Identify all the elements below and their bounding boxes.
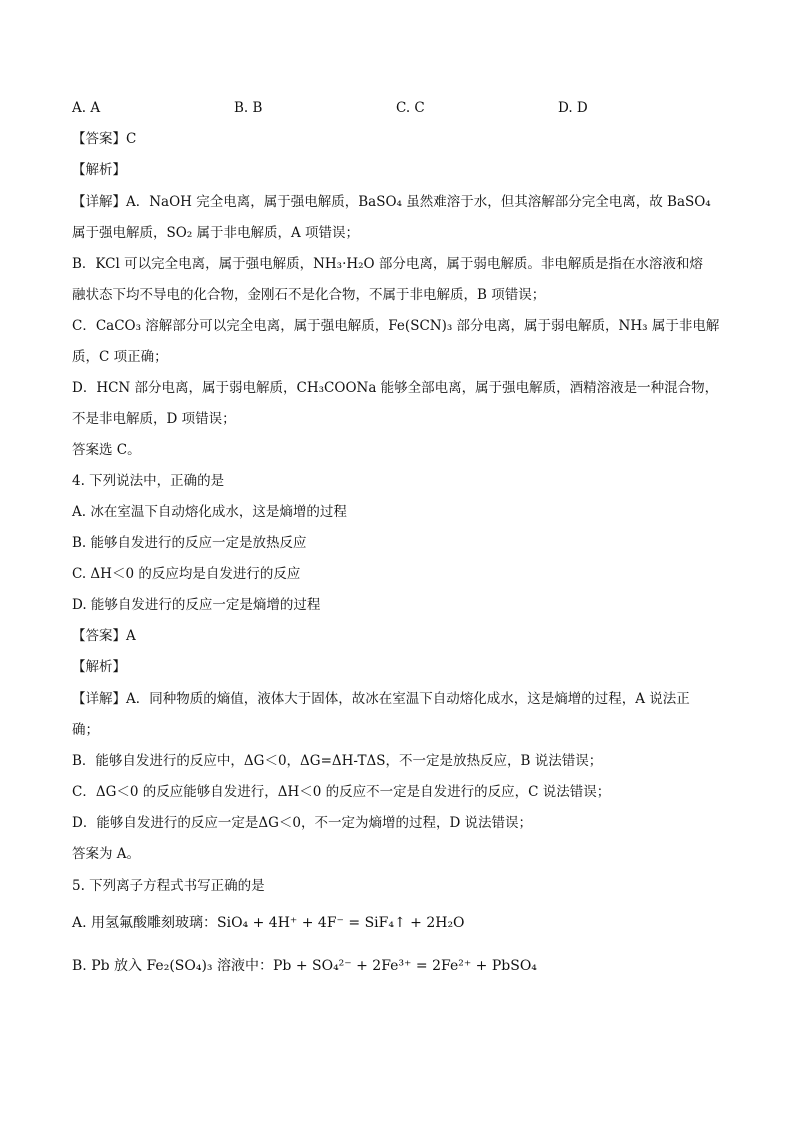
q5-stem: 5. 下列离子方程式书写正确的是 [72,878,265,894]
q3-detail-4b: 不是非电解质，D 项错误； [72,411,236,427]
q4-detail-1b: 确； [72,722,99,738]
q3-detail-1b: 属于强电解质，SO₂ 属于非电解质，A 项错误； [72,225,360,241]
q4-analysis-label: 【解析】 [72,659,126,675]
q3-answer: 【答案】C [72,131,137,147]
q5-option-b: B. Pb 放入 Fe₂(SO₄)₃ 溶液中：Pb + SO₄²⁻ + 2Fe³⁺ = 2Fe²⁺ + PbSO₄ [72,958,537,974]
q3-conclusion: 答案选 C。 [72,442,141,458]
q4-detail-2: B．能够自发进行的反应中，ΔG＜0，ΔG=ΔH-TΔS，不一定是放热反应，B 说法错误； [72,753,603,769]
q5-option-a: A. 用氢氟酸雕刻玻璃：SiO₄ + 4H⁺ + 4F⁻ = SiF₄↑ + 2H₂O [72,915,465,931]
q4-detail-1a: 【详解】A．同种物质的熵值，液体大于固体，故冰在室温下自动熔化成水，这是熵增的过程，A 说法正 [72,691,690,707]
q4-stem: 4. 下列说法中，正确的是 [72,473,225,489]
q4-conclusion: 答案为 A。 [72,846,141,862]
q3-option-d: D. D [558,100,588,116]
q3-detail-1a: 【详解】A．NaOH 完全电离，属于强电解质，BaSO₄ 虽然难溶于水，但其溶解部分完全电离，故 BaSO₄ [72,194,711,210]
q3-option-c: C. C [396,100,425,116]
q3-detail-3a: C．CaCO₃ 溶解部分可以完全电离，属于强电解质，Fe(SCN)₃ 部分电离，属于弱电解质，NH₃ 属于非电解 [72,318,720,334]
q4-option-c: C. ΔH＜0 的反应均是自发进行的反应 [72,566,301,582]
q3-analysis-label: 【解析】 [72,162,126,178]
q4-answer: 【答案】A [72,628,136,644]
q3-detail-2a: B．KCl 可以完全电离，属于强电解质，NH₃·H₂O 部分电离，属于弱电解质。非电解质是指在水溶液和熔 [72,256,703,272]
q4-detail-3: C．ΔG＜0 的反应能够自发进行，ΔH＜0 的反应不一定是自发进行的反应，C 说法错误； [72,784,611,800]
q4-option-d: D. 能够自发进行的反应一定是熵增的过程 [72,597,321,613]
q3-detail-2b: 融状态下均不导电的化合物，金刚石不是化合物，不属于非电解质，B 项错误； [72,287,546,303]
q4-option-a: A. 冰在室温下自动熔化成水，这是熵增的过程 [72,504,347,520]
q4-option-b: B. 能够自发进行的反应一定是放热反应 [72,535,307,551]
q3-option-a: A. A [72,100,101,116]
q3-option-b: B. B [234,100,263,116]
q4-detail-4: D．能够自发进行的反应一定是ΔG＜0，不一定为熵增的过程，D 说法错误； [72,815,533,831]
q3-detail-4a: D．HCN 部分电离，属于弱电解质，CH₃COONa 能够全部电离，属于强电解质，酒精溶液是一种混合物， [72,380,719,396]
q3-detail-3b: 质，C 项正确； [72,349,168,365]
